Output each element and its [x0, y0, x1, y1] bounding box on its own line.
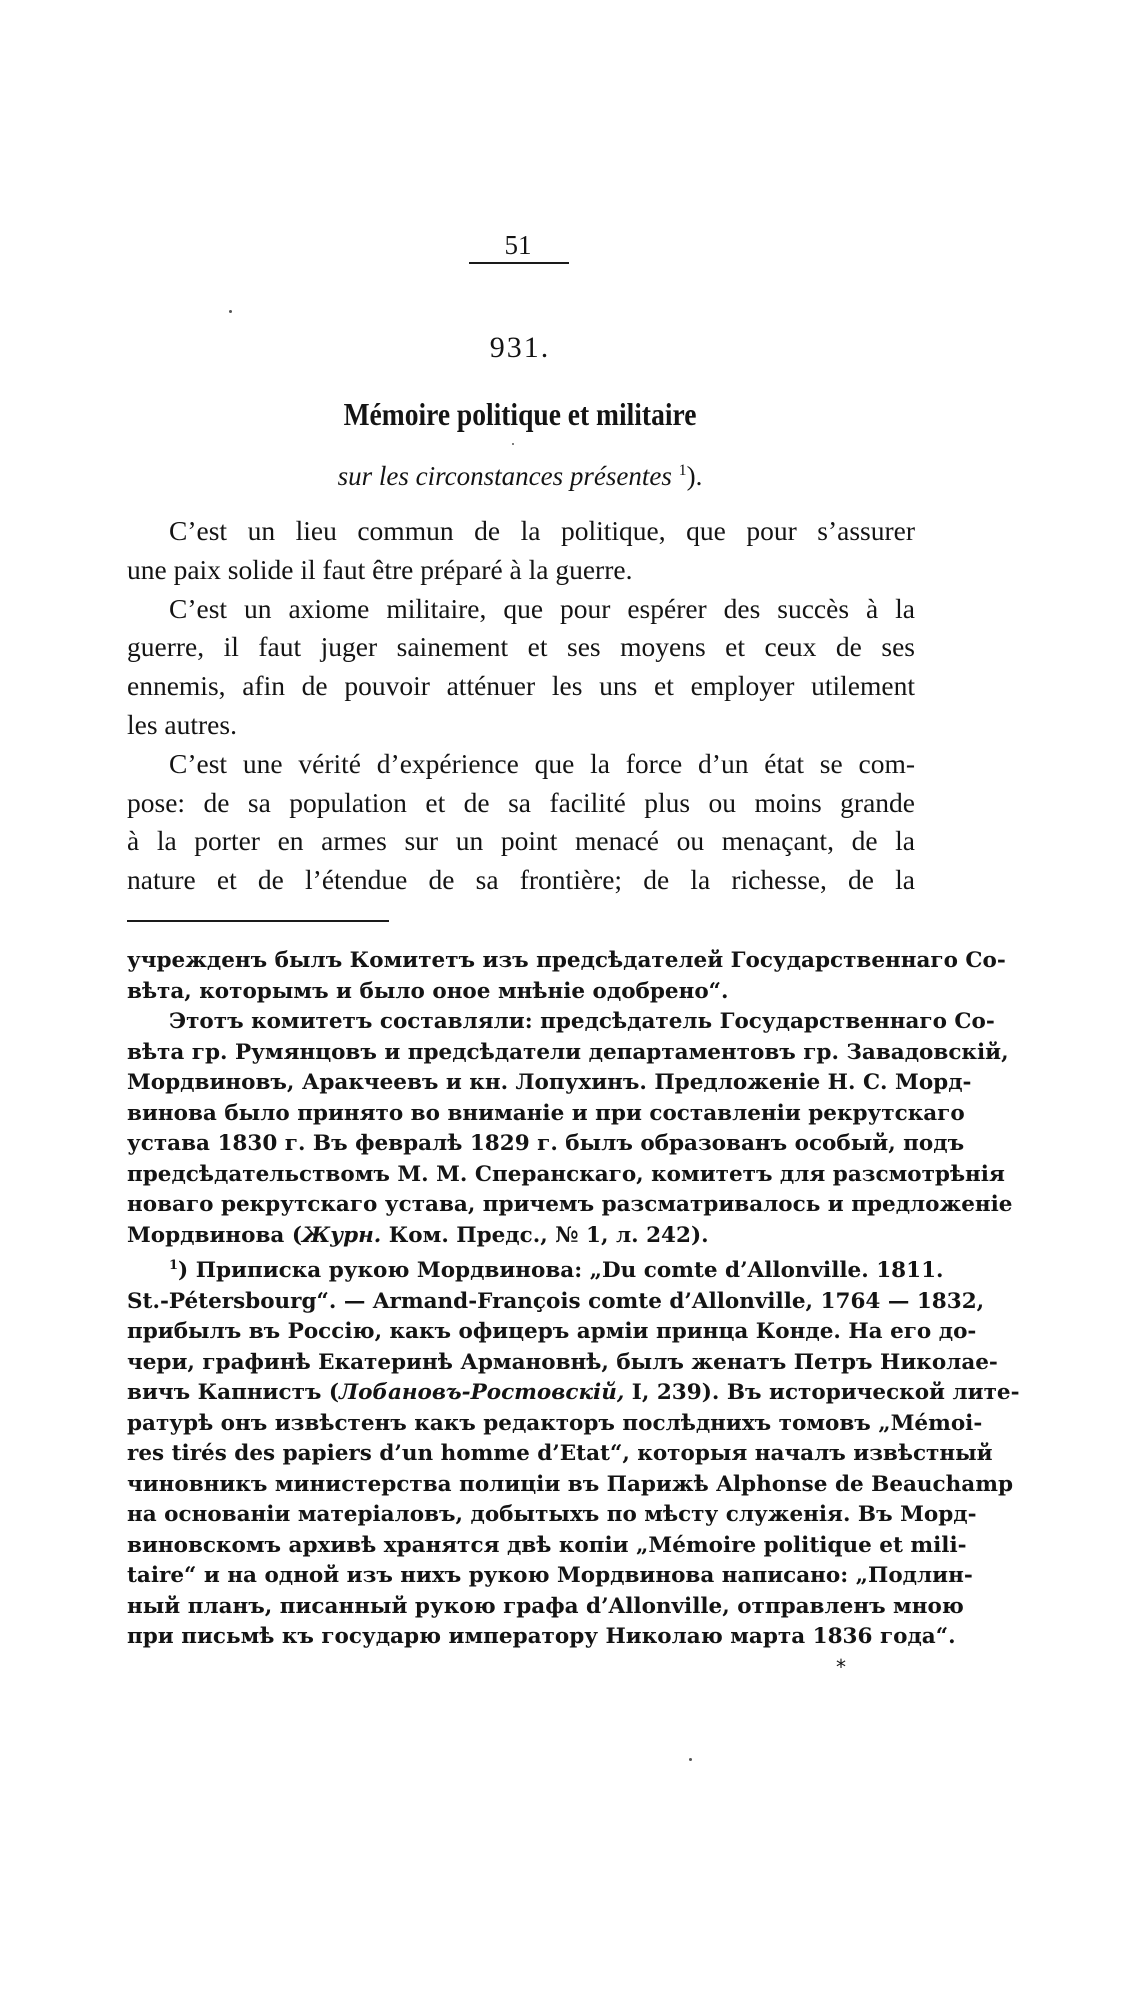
- footnotes: [127, 946, 1020, 1653]
- paragraph-1: [127, 512, 915, 590]
- footnote-text: I, 239). Въ исторической лите-: [624, 1380, 1020, 1406]
- footnote-line: предсѣдательствомъ М. М. Сперанскаго, комитетъ для разсмотрѣнія: [127, 1161, 1005, 1187]
- footnote-continuation: [127, 946, 1006, 1007]
- footnote-ref-1: 1: [678, 462, 687, 479]
- footnote-1: [127, 1251, 1020, 1653]
- scan-speck: [229, 310, 232, 313]
- text-line: les autres.: [127, 708, 237, 740]
- footnote-line: винова было принято во вниманіе и при составленіи рекрутскаго: [127, 1100, 965, 1126]
- footnote-line: устава 1830 г. Въ февралѣ 1829 г. былъ образованъ особый, подъ: [127, 1131, 965, 1156]
- footnote-line: ный планъ, писанный рукою графа d’Allonville, отправленъ мною: [127, 1593, 964, 1619]
- text-line: guerre, il faut juger sainement et ses moyens et ceux de ses: [127, 631, 915, 663]
- footnote-text: Мордвинова (: [127, 1222, 302, 1248]
- footnote-separator: [127, 920, 389, 922]
- text-line: une paix solide il faut être préparé à la guerre.: [127, 553, 633, 585]
- text-line: à la porter en armes sur un point menacé ou menaçant, de la: [127, 825, 915, 857]
- footnote-line: при письмѣ къ государю императору Николаю марта 1836 года“.: [127, 1624, 956, 1650]
- footnote-line: [127, 1251, 944, 1287]
- footnote-line: Этотъ комитетъ составляли: предсѣдатель Государственнаго Со-: [169, 1009, 995, 1034]
- footnote-text: ) Приписка рукою Мордвинова: „Du comte d’Allonville. 1811.: [178, 1258, 944, 1284]
- footnote-line: вѣта гр. Румянцовъ и предсѣдатели департаментовъ гр. Завадовскій,: [127, 1039, 1009, 1065]
- document-subtitle: [200, 452, 840, 495]
- source-abbrev: Журн.: [302, 1222, 382, 1248]
- text-line: C’est un axiome militaire, que pour espérer des succès à la: [169, 592, 915, 624]
- paragraph-3: [127, 745, 915, 900]
- footnote-line: чери, графинѣ Екатеринѣ Армановнѣ, былъ женатъ Петръ Николае-: [127, 1349, 998, 1375]
- footnote-line: [127, 1221, 915, 1252]
- footnote-line: на основаніи матеріаловъ, добытыхъ по мѣсту служенія. Въ Морд-: [127, 1502, 977, 1528]
- footnote-line: учрежденъ былъ Комитетъ изъ предсѣдателей Государственнаго Со-: [127, 948, 1006, 973]
- text-line: nature et de l’étendue de sa frontière; de la richesse, de la: [127, 864, 915, 896]
- page-number: 51: [504, 230, 532, 260]
- document-number: 931.: [489, 331, 551, 364]
- end-mark: *: [836, 1655, 846, 1679]
- footnote-line: St.-Pétersbourg“. — Armand-François comte d’Allonville, 1764 — 1832,: [127, 1288, 985, 1314]
- footnote-line: res tirés des papiers d’un homme d’Etat“, которыя началъ извѣстный: [127, 1441, 993, 1467]
- scan-speck: [689, 1758, 692, 1761]
- paragraph-2: [127, 590, 915, 745]
- footnote-paragraph: [127, 1007, 1013, 1251]
- scan-speck: [512, 443, 514, 445]
- footnote-line: Мордвиновъ, Аракчеевъ и кн. Лопухинъ. Предложеніе Н. С. Морд-: [127, 1070, 972, 1095]
- subtitle-close: ).: [686, 461, 703, 491]
- footnote-line: ратурѣ онъ извѣстенъ какъ редакторъ послѣднихъ томовъ „Mémoi-: [127, 1410, 983, 1436]
- footnote-text: Ком. Предс., № 1, л. 242).: [381, 1222, 709, 1248]
- footnote-line: прибылъ въ Россію, какъ офицеръ арміи принца Конде. На его до-: [127, 1319, 977, 1345]
- footnote-line: новаго рекрутскаго устава, причемъ разсматривалось и предложеніе: [127, 1192, 1013, 1217]
- footnote-line: чиновникъ министерства полиціи въ Парижѣ Alphonse de Beauchamp: [127, 1471, 1013, 1497]
- footnote-line: вѣта, которымъ и было оное мнѣніе одобрено“.: [127, 978, 729, 1004]
- footnote-text: вичъ Капнистъ (: [127, 1380, 340, 1406]
- subtitle-text: sur les circonstances présentes: [337, 461, 672, 491]
- text-line: C’est un lieu commun de la politique, que pour s’assurer: [169, 515, 915, 546]
- text-line: C’est une vérité d’expérience que la force d’un état se com-: [169, 747, 915, 779]
- page-number-rule: [469, 262, 569, 264]
- document-title: Mémoire politique et militaire: [343, 396, 697, 432]
- main-text: [127, 512, 915, 900]
- footnote-line: taire“ и на одной изъ нихъ рукою Мордвинова написано: „Подлин-: [127, 1563, 973, 1589]
- footnote-marker: 1: [169, 1258, 179, 1273]
- footnote-line: [127, 1378, 1020, 1409]
- footnote-line: виновскомъ архивѣ хранятся двѣ копіи „Mémoire politique et mili-: [127, 1532, 967, 1558]
- source-citation: Лобановъ-Ростовскій,: [339, 1380, 625, 1406]
- text-line: ennemis, afin de pouvoir atténuer les uns et employer utilement: [127, 670, 915, 702]
- text-line: pose: de sa population et de sa facilité plus ou moins grande: [127, 786, 915, 818]
